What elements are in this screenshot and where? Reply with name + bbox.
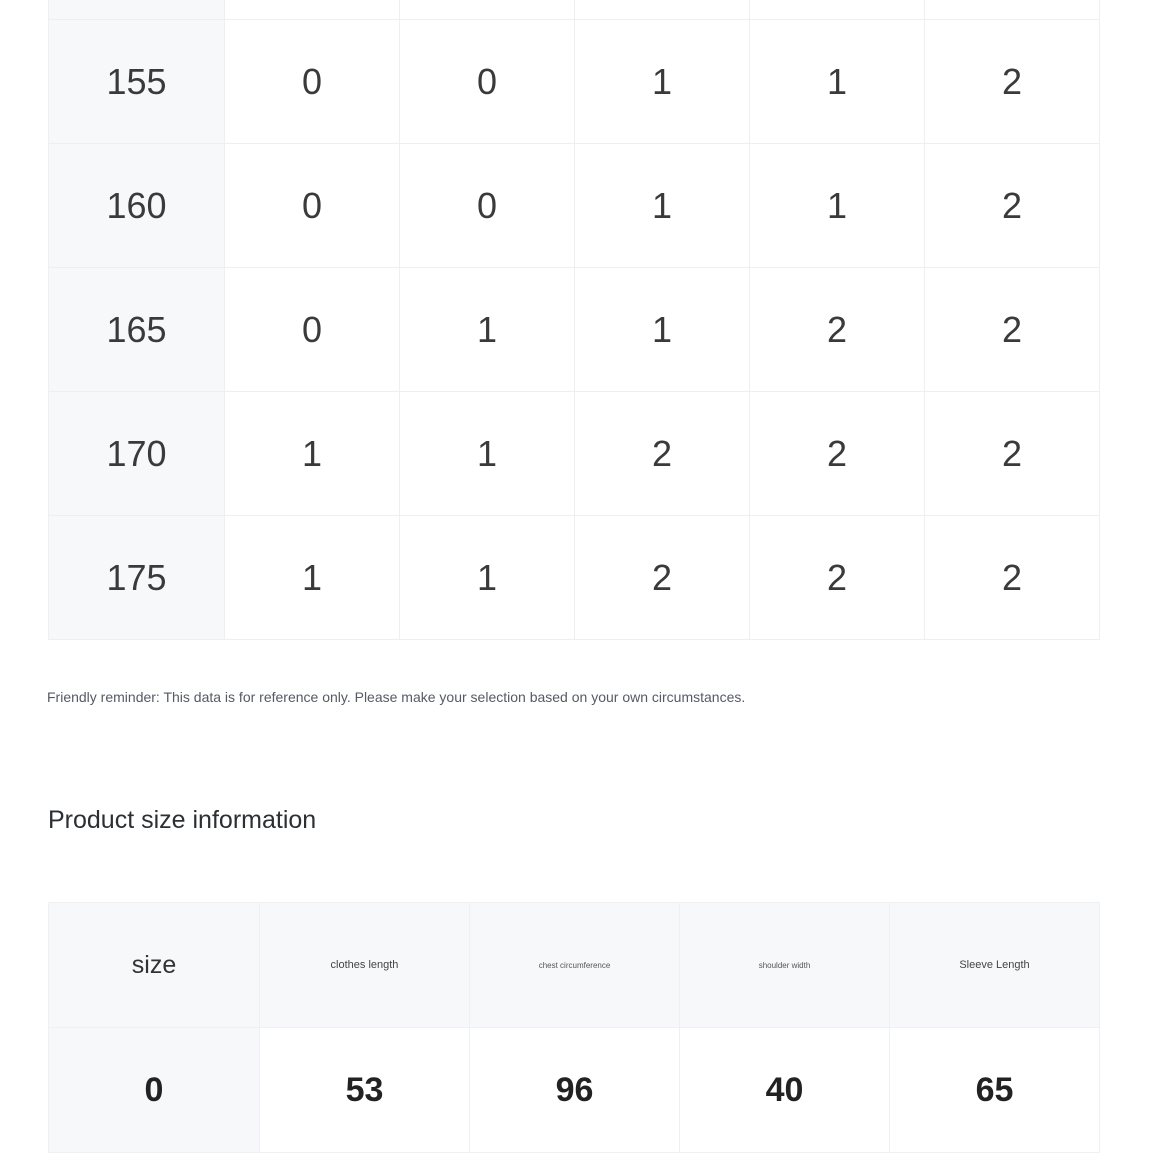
size-cell: 0 <box>400 144 575 268</box>
size-cell: 0 <box>225 268 400 392</box>
product-size-table <box>48 902 1100 1153</box>
size-cell <box>575 0 750 20</box>
size-cell: 2 <box>750 516 925 640</box>
size-cell: 1 <box>400 392 575 516</box>
size-cell <box>400 0 575 20</box>
height-cell: 160 <box>49 144 225 268</box>
size-cell: 2 <box>925 20 1100 144</box>
size-cell: 2 <box>750 392 925 516</box>
header-cell-size: size <box>49 903 260 1028</box>
reminder-text: Friendly reminder: This data is for reference only. Please make your selection based on your own circumstances. <box>47 689 746 705</box>
header-cell-clothes-length: clothes length <box>260 903 470 1028</box>
size-cell: 1 <box>400 516 575 640</box>
size-cell: 0 <box>225 20 400 144</box>
size-recommendation-table <box>48 0 1100 640</box>
measurement-cell: 53 <box>260 1028 470 1153</box>
table-row <box>49 144 1100 268</box>
size-cell: 2 <box>750 268 925 392</box>
height-cell: 155 <box>49 20 225 144</box>
height-cell: 165 <box>49 268 225 392</box>
table-row <box>49 392 1100 516</box>
size-cell: 1 <box>400 268 575 392</box>
header-cell-shoulder-width: shoulder width <box>680 903 890 1028</box>
size-cell: 2 <box>925 516 1100 640</box>
table-row <box>49 1028 1100 1153</box>
size-value-cell: 0 <box>49 1028 260 1153</box>
size-cell: 0 <box>400 20 575 144</box>
section-title: Product size information <box>48 806 317 834</box>
size-cell: 1 <box>750 20 925 144</box>
table-header-row <box>49 903 1100 1028</box>
height-cell: 175 <box>49 516 225 640</box>
size-cell <box>925 0 1100 20</box>
size-cell <box>225 0 400 20</box>
table-row <box>49 20 1100 144</box>
size-cell: 1 <box>225 392 400 516</box>
table-row <box>49 0 1100 20</box>
size-cell: 0 <box>225 144 400 268</box>
measurement-cell: 65 <box>890 1028 1100 1153</box>
size-cell: 1 <box>575 144 750 268</box>
table-row <box>49 516 1100 640</box>
size-cell: 2 <box>575 516 750 640</box>
height-cell <box>49 0 225 20</box>
size-cell: 1 <box>225 516 400 640</box>
height-cell: 170 <box>49 392 225 516</box>
size-cell: 1 <box>750 144 925 268</box>
size-cell: 2 <box>925 144 1100 268</box>
size-cell: 2 <box>925 268 1100 392</box>
header-cell-chest-circumference: chest circumference <box>470 903 680 1028</box>
table-row <box>49 268 1100 392</box>
size-cell <box>750 0 925 20</box>
header-cell-sleeve-length: Sleeve Length <box>890 903 1100 1028</box>
size-cell: 2 <box>925 392 1100 516</box>
measurement-cell: 96 <box>470 1028 680 1153</box>
size-cell: 1 <box>575 20 750 144</box>
size-cell: 2 <box>575 392 750 516</box>
size-cell: 1 <box>575 268 750 392</box>
measurement-cell: 40 <box>680 1028 890 1153</box>
